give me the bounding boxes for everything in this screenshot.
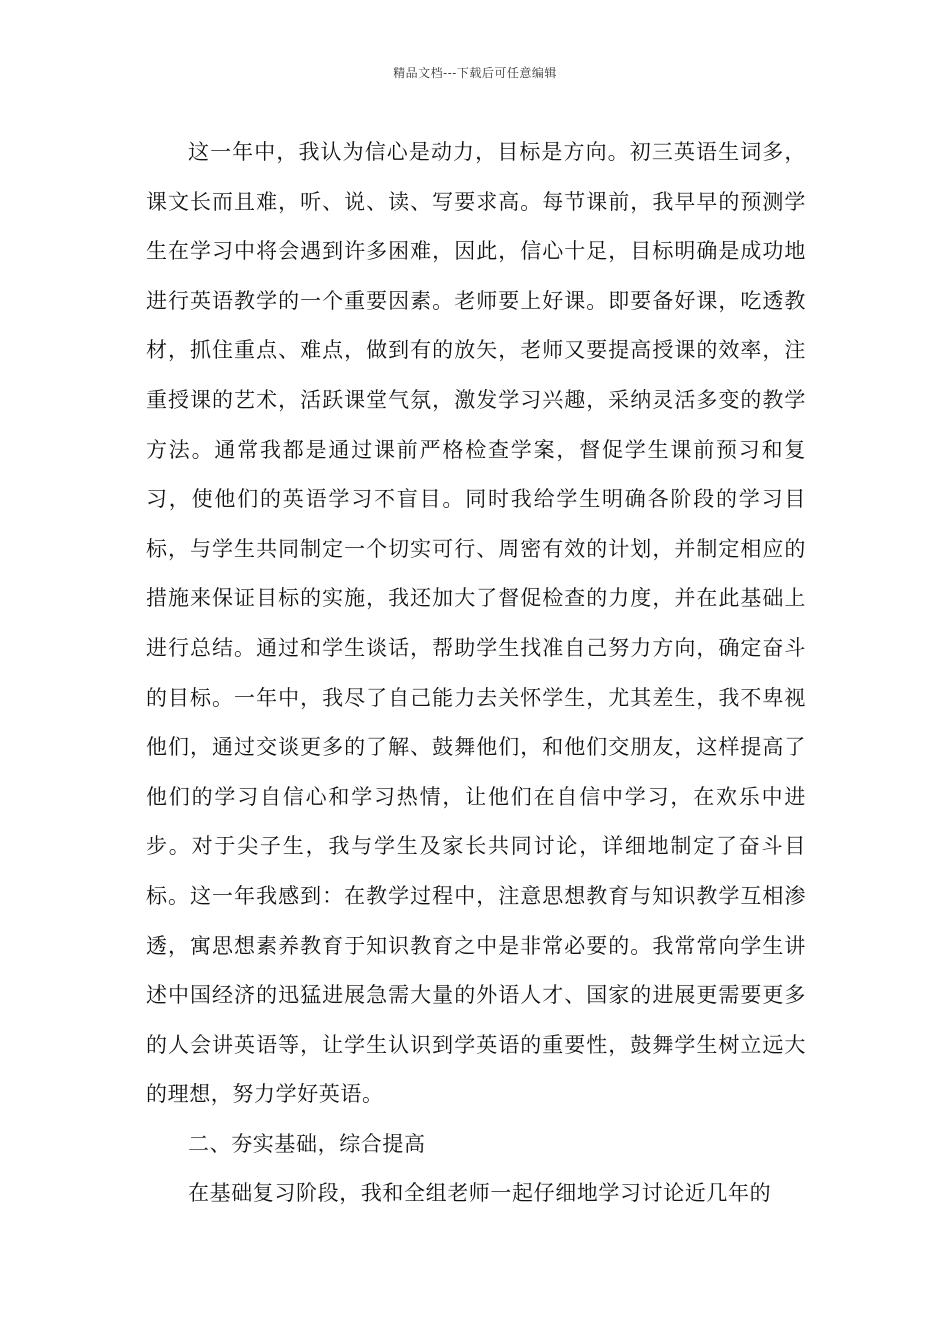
document-body <box>146 128 806 1219</box>
page-header: 精品文档---下载后可任意编辑 <box>393 66 557 80</box>
body-paragraph: 这一年中，我认为信心是动力，目标是方向。初三英语生词多，课文长而且难，听、说、读、写要求高。每节课前，我早早的预测学生在学习中将会遇到许多困难，因此，信心十足，目标明确是成功地进行英语教学的一个重要因素。老师要上好课。即要备好课，吃透教材，抓住重点、难点，做到有的放矢，老师又要提高授课的效率，注重授课的艺术，活跃课堂气氛，激发学习兴趣，采纳灵活多变的教学方法。通常我都是通过课前严格检查学案，督促学生课前预习和复习，使他们的英语学习不盲目。同时我给学生明确各阶段的学习目标，与学生共同制定一个切实可行、周密有效的计划，并制定相应的措施来保证目标的实施，我还加大了督促检查的力度，并在此基础上进行总结。通过和学生谈话，帮助学生找准自己努力方向，确定奋斗的目标。一年中，我尽了自己能力去关怀学生，尤其差生，我不卑视他们，通过交谈更多的了解、鼓舞他们，和他们交朋友，这样提高了他们的学习自信心和学习热情，让他们在自信中学习，在欢乐中进步。对于尖子生，我与学生及家长共同讨论，详细地制定了奋斗目标。这一年我感到：在教学过程中，注意思想教育与知识教学互相渗透，寓思想素养教育于知识教育之中是非常必要的。我常常向学生讲述中国经济的迅猛进展急需大量的外语人才、国家的进展更需要更多的人会讲英语等，让学生认识到学英语的重要性，鼓舞学生树立远大的理想，努力学好英语。 <box>146 140 806 1107</box>
section-heading: 二、夯实基础，综合提高 <box>188 1131 426 1156</box>
body-paragraph-continued: 在基础复习阶段，我和全组老师一起仔细地学习讨论近几年的 <box>188 1181 772 1206</box>
